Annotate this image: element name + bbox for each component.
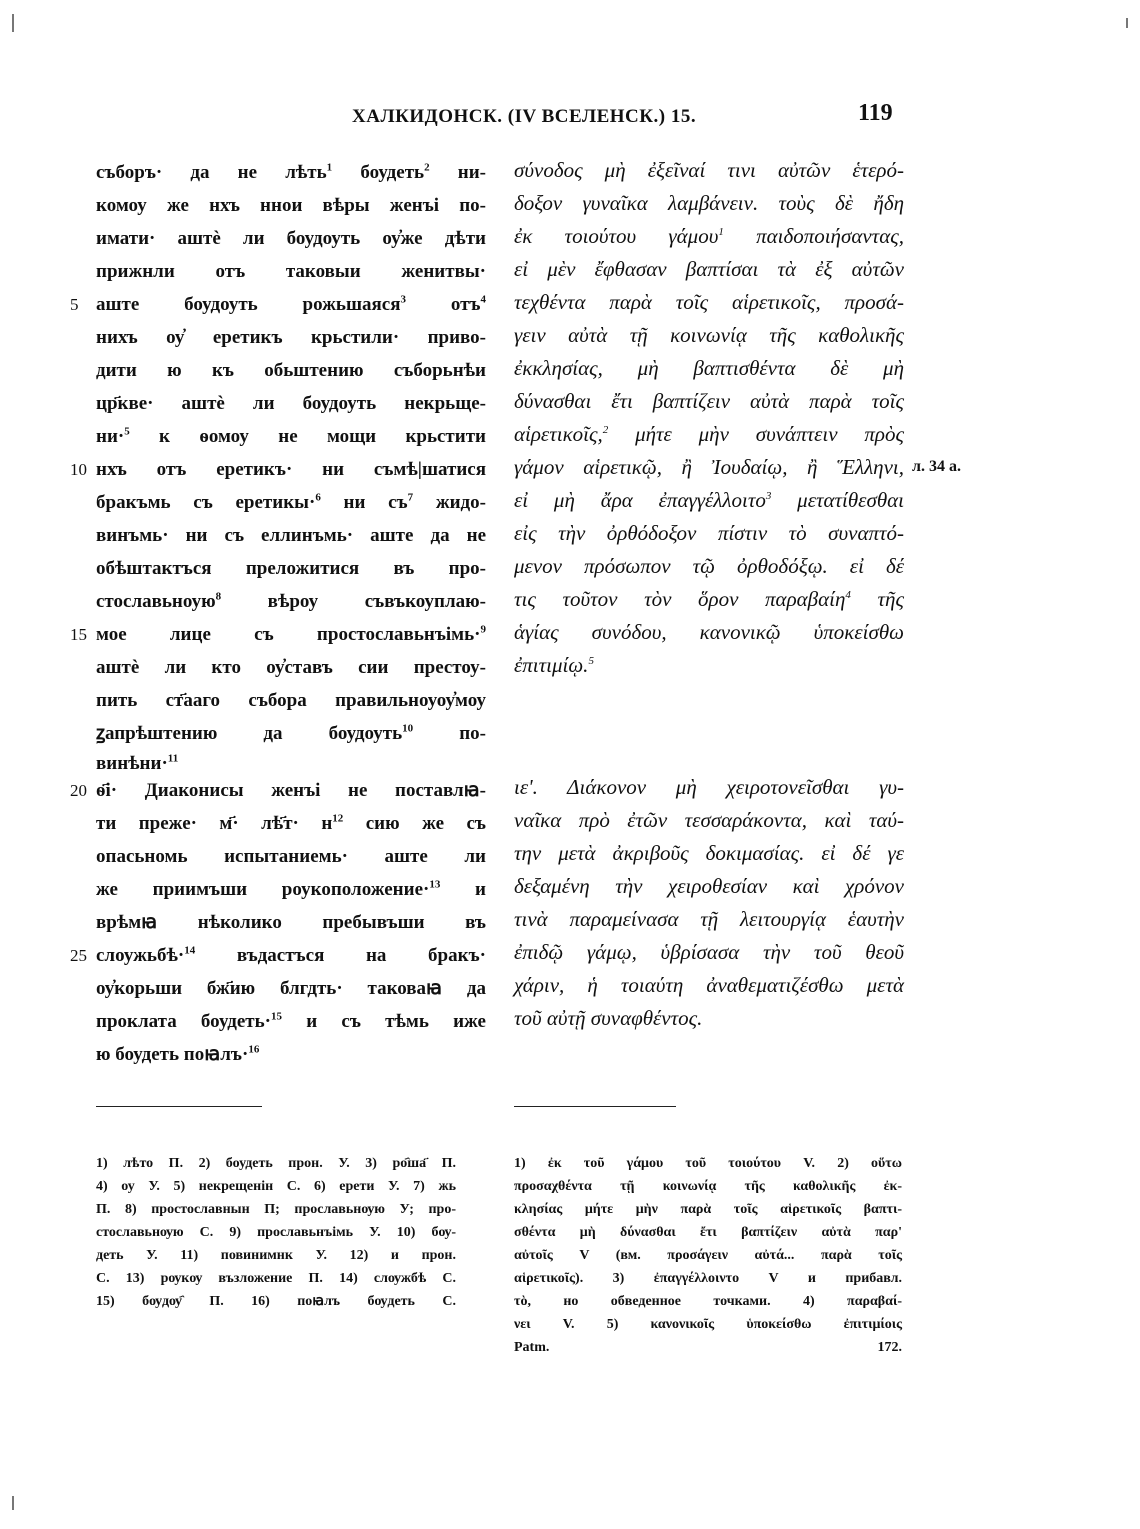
footnote-ref: 3 — [400, 293, 406, 306]
line-text: τεχθέντα παρὰ τοῖς αἱρετικοῖς, προσά- — [514, 290, 904, 314]
line-text: отъ — [406, 294, 481, 315]
line-text: опасьномь испытаниемь· аште ли — [96, 846, 486, 867]
greek-line — [514, 353, 904, 384]
footnote-ref: 16 — [248, 1043, 260, 1056]
footnote-line: νει V. 5) κανονικοῖς ὑποκείσθω ἐπιτιμίοις — [514, 1317, 902, 1332]
slavonic-line — [96, 652, 486, 683]
footnote-line: стославьнѹю С. 9) прославьнъімь У. 10) бѹ- — [96, 1225, 456, 1240]
footnote-line: 4) оу У. 5) некрещенін С. 6) ерети У. 7) жь — [96, 1179, 456, 1194]
footnote-ref: 13 — [429, 878, 441, 891]
greek-line — [514, 970, 904, 1001]
line-text: нихъ оу҆ еретикъ крьстили· приво- — [96, 327, 486, 348]
greek-line — [514, 518, 904, 549]
slavonic-line — [96, 256, 486, 287]
line-text: комоу же нхъ ннои вѣры женъі по- — [96, 195, 486, 216]
greek-line — [514, 386, 904, 417]
scan-mark — [12, 14, 14, 32]
greek-line — [514, 188, 904, 219]
line-text: ἐκ τοιούτου γάμου — [514, 224, 719, 248]
footnote-line: 15) бѹдѹ҄ П. 16) поꙗлъ бѹдеть С. — [96, 1294, 456, 1309]
line-text: слоужьбѣ· — [96, 945, 185, 966]
greek-line — [514, 838, 904, 869]
footnote-ref: 1 — [718, 226, 724, 238]
greek-line — [514, 155, 904, 186]
greek-line — [514, 871, 904, 902]
line-text: нхъ отъ еретикъ· ни съмѣ|шатися — [96, 459, 486, 480]
slavonic-line — [96, 454, 486, 485]
line-text: ти преже· м҃· лѣ҃т· н — [96, 813, 333, 834]
footnote-ref: 11 — [167, 752, 179, 765]
greek-line — [514, 287, 904, 318]
footnote-ref: 9 — [480, 623, 486, 636]
footnote-ref: 12 — [332, 812, 344, 825]
footnote-ref: 2 — [424, 161, 430, 174]
page-number: 119 — [858, 100, 893, 126]
line-text: ἐκκλησίας, μὴ βαπτισθέντα δὲ μὴ — [514, 356, 904, 380]
line-text: γειν αὐτὰ τῇ κοινωνίᾳ τῆς καθολικῆς — [514, 323, 904, 347]
line-text: ни· — [96, 426, 125, 447]
line-text: αἱρετικοῖς, — [514, 422, 603, 446]
line-number: 25 — [70, 946, 87, 965]
line-text: δύνασθαι ἔτι βαπτίζειν αὐτὰ παρὰ τοῖς — [514, 389, 904, 413]
line-number: 5 — [70, 295, 79, 314]
slavonic-line — [96, 289, 486, 320]
line-text: аштѐ ли кто оу҆ставъ сии престоу- — [96, 657, 486, 678]
line-text: ἐπιδῷ γάμῳ, ὑβρίσασα τὴν τοῦ θεοῦ — [514, 940, 904, 964]
line-text: жидо- — [413, 492, 487, 513]
line-text: стославьноую — [96, 591, 216, 612]
line-text: μετατίθεσθαι — [771, 488, 904, 512]
line-text: ἐπιτιμίῳ. — [514, 653, 589, 677]
footnote-line: κλησίας μήτε μὴν παρὰ τοῖς αἱρετικοῖς βαπτι- — [514, 1202, 902, 1217]
line-text: ни съ — [320, 492, 408, 513]
footnote-ref: 14 — [184, 944, 196, 957]
line-number: 20 — [70, 781, 87, 800]
slavonic-line — [96, 553, 486, 584]
footnote-ref: 5 — [588, 655, 594, 667]
footnote-ref: 4 — [845, 589, 851, 601]
footnote-ref: 4 — [480, 293, 486, 306]
line-text: съборъ· да не лѣть — [96, 162, 327, 183]
line-text: εἰς τὴν ὀρθόδοξον πίστιν τὸ συναπτό- — [514, 521, 904, 545]
line-text: боудеть — [332, 162, 425, 183]
header-title: ХАЛКИДОНСК. (IV ВСЕЛЕНСК.) 15. — [352, 106, 697, 127]
footnote-ref: 8 — [215, 590, 222, 603]
line-text: εἰ μὲν ἔφθασαν βαπτίσαι τὰ ἐξ αὐτῶν — [514, 257, 904, 281]
line-text: имати· аштѐ ли боудоуть оу҆же дѣти — [96, 228, 486, 249]
greek-line — [514, 937, 904, 968]
line-text: цр҃кве· аштѐ ли боудоуть некрьще- — [96, 393, 486, 414]
running-header — [0, 98, 1140, 138]
line-text: ю боудеть поꙗлъ· — [96, 1044, 249, 1065]
slavonic-line — [96, 520, 486, 551]
line-text: бракъмь съ еретикы· — [96, 492, 316, 513]
line-text: τῆς — [850, 587, 904, 611]
line-text: μενον πρόσωπον τῷ ὀρθοδόξῳ. εἰ δέ — [514, 554, 904, 578]
line-text: τινὰ παραμείνασα τῇ λειτουργίᾳ ἑαυτὴν — [514, 907, 904, 931]
footnote-line: προσαχθέντα τῇ κοινωνίᾳ τῆς καθολικῆς ἐκ- — [514, 1179, 902, 1194]
line-text: δοξον γυναῖκα λαμβάνειν. τοὺς δὲ ἤδη — [514, 191, 904, 215]
line-text: к ѳомоу не мощи крьстити — [129, 426, 486, 447]
greek-line — [514, 584, 904, 615]
line-text: пить ст҃ааго събора правильноуоу҆моу — [96, 690, 486, 711]
line-text: δεξαμένη τὴν χειροθεσίαν καὶ χρόνον — [514, 874, 904, 898]
greek-line — [514, 221, 904, 252]
greek-line — [514, 485, 904, 516]
footnote-line: 1) ἐκ τοῦ γάμου τοῦ τοιούτου V. 2) οὕτω — [514, 1156, 902, 1171]
slavonic-line — [96, 940, 486, 971]
footnote-line: τὸ, но обведенное точками. 4) παραβαί- — [514, 1294, 902, 1309]
slavonic-line — [96, 619, 486, 650]
slavonic-line — [96, 586, 486, 617]
footnote-rule-left — [96, 1106, 262, 1107]
footnote-line: αὐτοῖς V (вм. προσάγειν αὐτά... παρὰ τοῖς — [514, 1248, 902, 1263]
line-text: прижнли отъ таковыи женитвы· — [96, 261, 486, 282]
line-text: ѳ҃і· Диаконисы женъі не поставлꙗ- — [96, 780, 486, 801]
slavonic-line — [96, 355, 486, 386]
line-text: по- — [413, 723, 486, 744]
line-text: χάριν, ἡ τοιαύτη ἀναθεματιζέσθω μετὰ — [514, 973, 904, 997]
slavonic-line — [96, 718, 486, 749]
footnote-ref: 2 — [602, 424, 609, 436]
slavonic-line — [96, 1039, 486, 1070]
footnote-rule-right — [514, 1106, 676, 1107]
line-text: сию же съ — [343, 813, 486, 834]
footnote-line: 1) лѣто П. 2) боудеть прон. У. 3) ро҄ша҃ П. — [96, 1156, 456, 1171]
line-text: τοῦ αὐτῇ συναφθέντος. — [514, 1006, 703, 1030]
line-number: 15 — [70, 625, 87, 644]
greek-line — [514, 452, 904, 483]
margin-note: л. 34 а. — [912, 458, 961, 475]
line-text: проклата боудеть· — [96, 1011, 272, 1032]
line-text: εἰ μὴ ἄρα ἐπαγγέλλοιτο — [514, 488, 766, 512]
footnote-ref: 7 — [407, 491, 414, 504]
scan-mark — [1126, 18, 1128, 28]
greek-line — [514, 805, 904, 836]
footnote-ref: 5 — [124, 425, 130, 438]
scan-mark — [12, 1496, 14, 1510]
slavonic-line — [96, 388, 486, 419]
line-text: винъмь· ни съ еллинъмь· аште да не — [96, 525, 486, 546]
slavonic-line — [96, 322, 486, 353]
slavonic-line — [96, 421, 486, 452]
line-text: обѣштактъся преложитися въ про- — [96, 558, 486, 579]
line-text: ναῖκα πρὸ ἐτῶν τεσσαράκοντα, καὶ ταύ- — [514, 808, 904, 832]
line-number: 10 — [70, 460, 87, 479]
footnote-line: С. 13) рѹкѹ възложение П. 14) слѹжбѣ С. — [96, 1271, 456, 1286]
greek-line — [514, 650, 904, 681]
greek-line — [514, 772, 904, 803]
line-text: аште боудоуть рожьшаяся — [96, 294, 401, 315]
footnote-ref: 10 — [402, 722, 414, 735]
slavonic-line — [96, 157, 486, 188]
line-text: врѣмꙗ нѣколико пребывъши въ — [96, 912, 486, 933]
slavonic-line — [96, 685, 486, 716]
footnote-ref: 6 — [315, 491, 321, 504]
line-text: μήτε μὴν συνάπτειν πρὸς — [608, 422, 904, 446]
footnote-line: деть У. 11) повинимнк У. 12) и прон. — [96, 1248, 456, 1263]
footnote-line: П. 8) простославнын П; прославьнѹю У; про- — [96, 1202, 456, 1217]
line-text: вѣроу съвъкоуплаю- — [221, 591, 486, 612]
line-text: ꙁапрѣштению да боудоуть — [96, 723, 403, 744]
line-text: την μετὰ ἀκριβοῦς δοκιμασίας. εἰ δέ γε — [514, 841, 904, 865]
line-text: въдастъся на бракъ· — [195, 945, 486, 966]
greek-line — [514, 1003, 904, 1034]
slavonic-line — [96, 190, 486, 221]
greek-line — [514, 904, 904, 935]
footnote-line: Patm. 172. — [514, 1340, 902, 1355]
greek-line — [514, 254, 904, 285]
line-text: γάμον αἱρετικῷ, ἢ Ἰουδαίῳ, ἢ Ἕλληνι, — [514, 455, 904, 479]
slavonic-line — [96, 1006, 486, 1037]
slavonic-line — [96, 874, 486, 905]
footnote-ref: 3 — [765, 490, 772, 502]
slavonic-line — [96, 841, 486, 872]
footnote-line: σθέντα μὴ δύνασθαι ἔτι βαπτίζειν αὐτὰ παρ' — [514, 1225, 902, 1240]
line-text: мое лице съ простославьнъімь· — [96, 624, 481, 645]
greek-line — [514, 617, 904, 648]
slavonic-line — [96, 223, 486, 254]
line-text: σύνοδος μὴ ἐξεῖναί τινι αὐτῶν ἑτερό- — [514, 158, 904, 182]
greek-line — [514, 419, 904, 450]
line-text: оу҆корьши бж҃ию блгдть· таковаꙗ да — [96, 978, 486, 999]
footnote-ref: 1 — [326, 161, 333, 174]
footnote-ref: 15 — [271, 1010, 283, 1023]
line-text: παιδοποιήσαντας, — [723, 224, 904, 248]
footnote-line: αἱρετικοῖς). 3) ἐπαγγέλλοιντο V и прибавл. — [514, 1271, 902, 1286]
line-text: же приимъши роукоположение· — [96, 879, 430, 900]
line-text: и съ тѣмь иже — [282, 1011, 486, 1032]
slavonic-line — [96, 907, 486, 938]
greek-line — [514, 551, 904, 582]
slavonic-line — [96, 808, 486, 839]
line-text: и — [440, 879, 486, 900]
slavonic-line — [96, 973, 486, 1004]
line-text: ἁγίας συνόδου, κανονικῷ ὑποκείσθω — [514, 620, 904, 644]
line-text: ни- — [429, 162, 486, 183]
line-text: винѣни· — [96, 753, 168, 774]
line-text: ιε'. Διάκονον μὴ χειροτονεῖσθαι γυ- — [514, 775, 904, 799]
slavonic-line — [96, 487, 486, 518]
greek-line — [514, 320, 904, 351]
line-text: дити ю къ обьштению съборьнѣи — [96, 360, 486, 381]
slavonic-line — [96, 775, 486, 806]
line-text: τις τοῦτον τὸν ὅρον παραβαίη — [514, 587, 846, 611]
